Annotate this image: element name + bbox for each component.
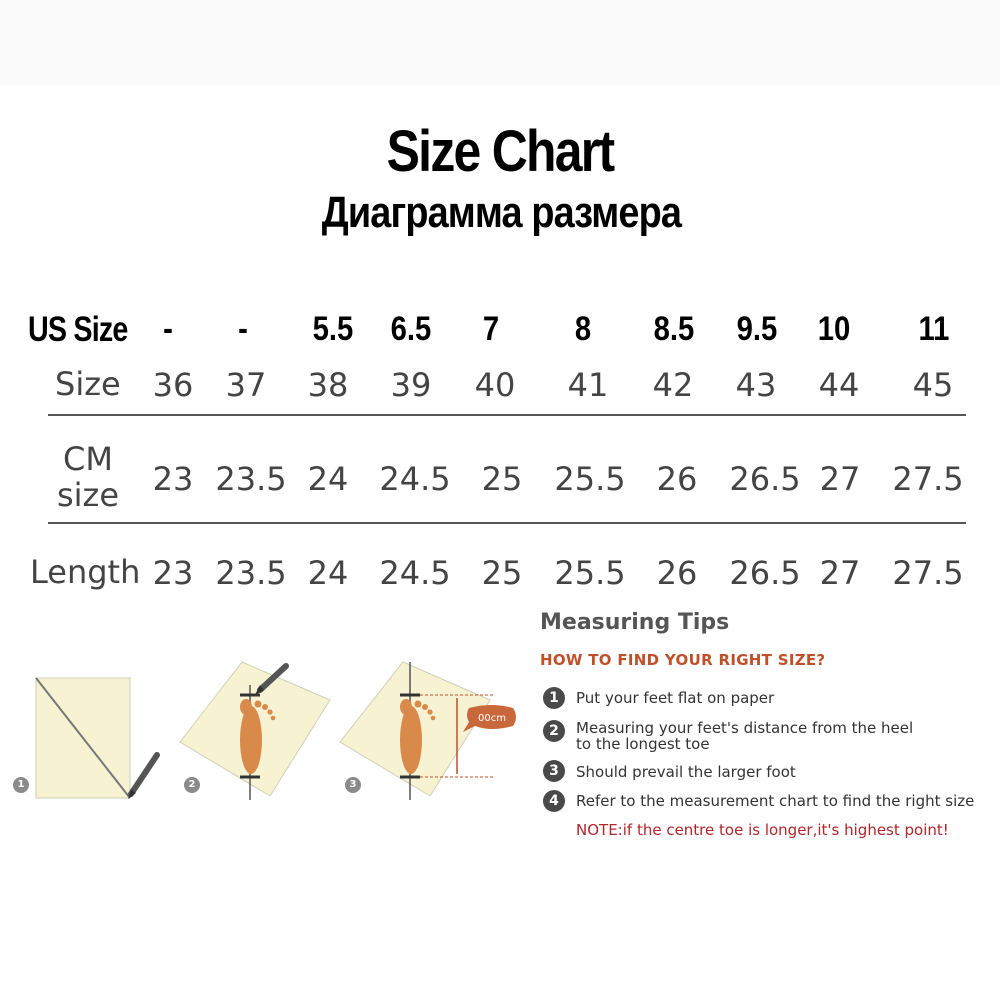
cm-size-cell: 25: [481, 460, 523, 498]
cm-size-cell: 23.5: [215, 460, 287, 498]
figure-foot-measure: [335, 650, 520, 810]
cm-label-line2: size: [56, 476, 120, 514]
size-cell: 39: [390, 366, 432, 404]
cm-size-cell: 24: [307, 460, 349, 498]
tips-title: Measuring Tips: [540, 610, 730, 635]
length-cell: 27: [819, 554, 861, 592]
figure-number-badge: 3: [345, 777, 361, 793]
cm-size-cell: 23: [152, 460, 194, 498]
size-cell: 38: [307, 366, 349, 404]
us-size-cell: 8: [574, 310, 592, 348]
cm-size-cell: 24.5: [379, 460, 451, 498]
length-cell: 25: [481, 554, 523, 592]
length-cell: 26: [656, 554, 698, 592]
cm-label-line1: CM: [63, 440, 113, 478]
step-text: Put your feet flat on paper: [576, 689, 775, 707]
us-size-cell: 9.5: [736, 310, 778, 348]
size-cell: 43: [735, 366, 777, 404]
length-cell: 25.5: [554, 554, 626, 592]
cm-size-cell: 27: [819, 460, 861, 498]
size-cell: 40: [474, 366, 516, 404]
step-text: Refer to the measurement chart to find the right size: [576, 792, 975, 810]
measuring-note: NOTE:if the centre toe is longer,it's highest point!: [576, 821, 949, 839]
us-size-cell: -: [163, 310, 173, 348]
us-size-label: US Size: [28, 310, 128, 349]
page-title: Size Chart: [386, 119, 614, 184]
page-subtitle: Диаграмма размера: [321, 188, 682, 237]
step-number-badge: 4: [543, 790, 565, 812]
cm-size-row-label: [55, 441, 121, 513]
step-text-line: to the longest toe: [576, 735, 710, 753]
tips-subtitle: HOW TO FIND YOUR RIGHT SIZE?: [540, 651, 826, 669]
size-row-label: Size: [55, 365, 121, 403]
pencil-icon: [128, 755, 157, 799]
step-number-badge: 2: [543, 720, 565, 742]
figure-number-badge: 2: [184, 777, 200, 793]
us-size-cell: 8.5: [653, 310, 695, 348]
size-cell: 41: [567, 366, 609, 404]
bubble-text: 00cm: [478, 713, 506, 724]
figure-paper-diagonal: [0, 660, 170, 810]
foot-measure-illustration: [335, 650, 520, 810]
step-number-badge: 1: [543, 687, 565, 709]
step-text-line: Measuring your feet's distance from the heel: [576, 719, 914, 737]
cm-size-cell: 26: [656, 460, 698, 498]
step-text: [576, 720, 913, 752]
length-cell: 23.5: [215, 554, 287, 592]
cm-size-cell: 26.5: [729, 460, 801, 498]
table-divider: [48, 414, 966, 416]
length-cell: 24.5: [379, 554, 451, 592]
us-size-cell: 11: [918, 310, 950, 348]
us-size-cell: 10: [817, 310, 851, 348]
cm-size-cell: 27.5: [892, 460, 964, 498]
measurement-bubble: [463, 705, 516, 732]
step-number-badge: 3: [543, 760, 565, 782]
top-band: [0, 0, 1000, 85]
length-row-label: Length: [30, 553, 141, 591]
us-size-cell: 7: [482, 310, 500, 348]
length-cell: 24: [307, 554, 349, 592]
figure-number-badge: 1: [13, 777, 29, 793]
us-size-cell: 6.5: [390, 310, 432, 348]
size-cell: 45: [912, 366, 954, 404]
us-size-cell: -: [238, 310, 248, 348]
size-cell: 44: [818, 366, 860, 404]
us-size-cell: 5.5: [312, 310, 354, 348]
figure-foot-outline: [170, 650, 340, 810]
size-cell: 37: [225, 366, 267, 404]
cm-size-cell: 25.5: [554, 460, 626, 498]
length-cell: 23: [152, 554, 194, 592]
length-cell: 27.5: [892, 554, 964, 592]
length-cell: 26.5: [729, 554, 801, 592]
size-cell: 36: [152, 366, 194, 404]
table-divider: [48, 522, 966, 524]
size-cell: 42: [652, 366, 694, 404]
step-text: Should prevail the larger foot: [576, 763, 796, 781]
